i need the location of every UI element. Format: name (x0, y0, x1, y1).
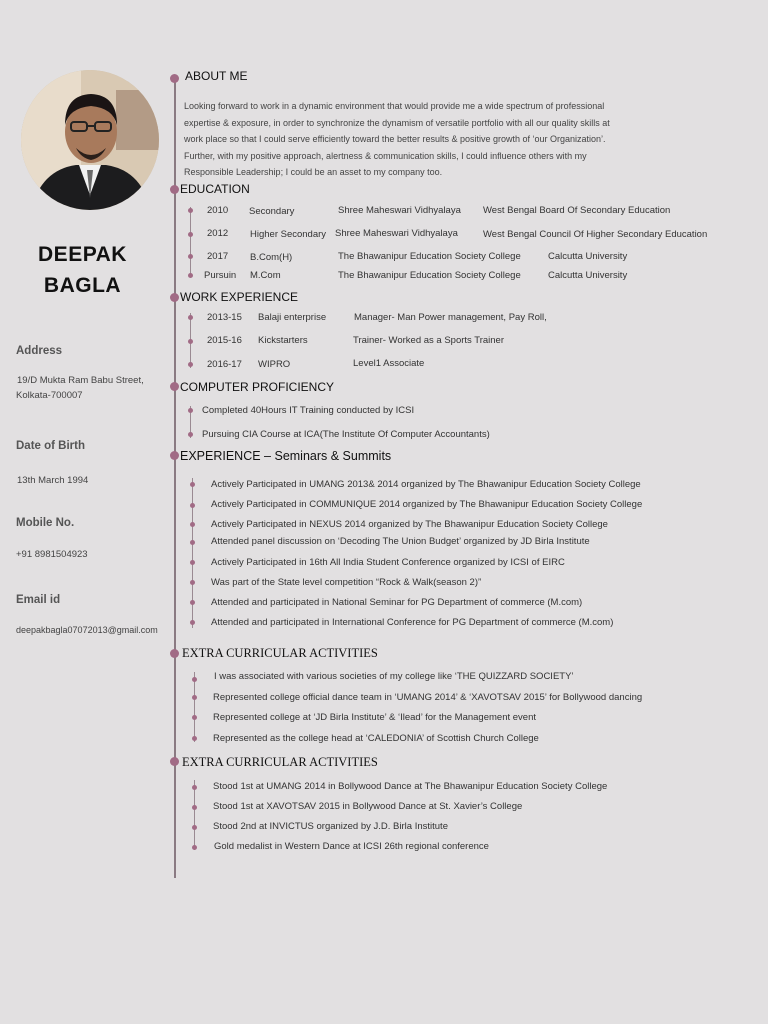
computer-item: Pursuing CIA Course at ICA(The Institute Of Computer Accountants) (202, 429, 490, 440)
extra2-bullet (192, 805, 197, 810)
seminar-bullet (190, 482, 195, 487)
edu-school: Shree Maheswari Vidhyalaya (338, 205, 461, 216)
edu-degree: M.Com (250, 270, 281, 281)
email-label: Email id (16, 594, 61, 606)
edu-school: The Bhawanipur Education Society College (338, 270, 521, 281)
edu-board: Calcutta University (548, 251, 628, 262)
extra2-subline (194, 780, 195, 850)
education-bullet (188, 254, 193, 259)
seminar-item: Actively Participated in UMANG 2013& 2014 organized by The Bhawanipur Education Society College (211, 479, 641, 490)
edu-board: West Bengal Board Of Secondary Education (483, 205, 671, 216)
name-first: DEEPAK (38, 243, 127, 266)
seminar-item: Actively Participated in NEXUS 2014 organized by The Bhawanipur Education Society College (211, 519, 608, 530)
work-bullet (188, 315, 193, 320)
work-year: 2013-15 (207, 312, 242, 323)
edu-year: Pursuin (204, 270, 237, 281)
edu-degree: B.Com(H) (250, 252, 293, 263)
extra1-item: Represented as the college head at ‘CALEDONIA’ of Scottish Church College (213, 733, 539, 744)
profile-photo-image (21, 70, 159, 210)
computer-bullet (188, 408, 193, 413)
education-bullet (188, 273, 193, 278)
seminars-title: EXPERIENCE – Seminars & Summits (180, 449, 392, 463)
seminar-item: Was part of the State level competition “Rock & Walk(season 2)” (211, 577, 482, 588)
work-year: 2015-16 (207, 335, 242, 346)
work-role: Trainer- Worked as a Sports Trainer (353, 335, 504, 346)
extra2-title: EXTRA CURRICULAR ACTIVITIES (182, 755, 378, 769)
extra1-bullet (192, 695, 197, 700)
mobile-value: +91 8981504923 (16, 549, 88, 560)
dob-value: 13th March 1994 (17, 475, 89, 486)
extra2-bullet (192, 845, 197, 850)
work-role: Level1 Associate (353, 358, 425, 369)
education-bullet (188, 208, 193, 213)
edu-board: West Bengal Council Of Higher Secondary Education (483, 229, 708, 240)
extra1-subline (194, 672, 195, 742)
extra1-bullet (192, 715, 197, 720)
edu-degree: Higher Secondary (250, 229, 327, 240)
email-value: deepakbagla07072013@gmail.com (16, 625, 158, 635)
address-line-1: 19/D Mukta Ram Babu Street, (17, 375, 144, 386)
work-role: Manager- Man Power management, Pay Roll, (354, 312, 547, 323)
profile-photo (21, 70, 159, 210)
dob-label: Date of Birth (16, 440, 85, 452)
seminar-item: Actively Participated in COMMUNIQUE 2014 organized by The Bhawanipur Education Society College (211, 499, 643, 510)
edu-degree: Secondary (249, 206, 295, 217)
edu-year: 2012 (207, 228, 229, 239)
extra1-item: Represented college official dance team in ‘UMANG 2014’ & ‘XAVOTSAV 2015’ for Bollywood dancing (213, 692, 643, 703)
work-title: WORK EXPERIENCE (180, 290, 299, 304)
seminar-bullet (190, 620, 195, 625)
about-line: Looking forward to work in a dynamic environment that would provide me a wide spectrum of professional (184, 101, 605, 111)
about-text (184, 98, 704, 181)
extra2-item: Stood 1st at XAVOTSAV 2015 in Bollywood Dance at St. Xavier’s College (213, 801, 523, 812)
computer-bullet (188, 432, 193, 437)
education-dot (170, 185, 179, 194)
seminar-bullet (190, 540, 195, 545)
edu-school: Shree Maheswari Vidhyalaya (335, 228, 458, 239)
work-company: Balaji enterprise (258, 312, 327, 323)
name-last: BAGLA (43, 274, 122, 297)
seminar-bullet (190, 560, 195, 565)
edu-year: 2010 (207, 205, 229, 216)
mobile-label: Mobile No. (16, 517, 75, 529)
seminar-item: Attended and participated in International Conference for PG Department of commerce (M.com) (211, 617, 614, 628)
about-title: ABOUT ME (185, 69, 248, 83)
extra1-item: Represented college at ‘JD Birla Institute’ & ‘Ilead’ for the Management event (213, 712, 536, 723)
edu-year: 2017 (207, 251, 229, 262)
extra2-dot (170, 757, 179, 766)
computer-item: Completed 40Hours IT Training conducted by ICSI (202, 405, 415, 416)
extra1-item: I was associated with various societies of my college like ‘THE QUIZZARD SOCIETY’ (214, 671, 574, 682)
extra2-bullet (192, 785, 197, 790)
seminar-item: Attended panel discussion on ‘Decoding The Union Budget’ organized by JD Birla Institute (211, 536, 590, 547)
education-bullet (188, 232, 193, 237)
extra2-item: Gold medalist in Western Dance at ICSI 26th regional conference (214, 841, 489, 852)
seminar-bullet (190, 580, 195, 585)
work-company: Kickstarters (258, 335, 308, 346)
extra1-bullet (192, 677, 197, 682)
work-bullet (188, 339, 193, 344)
address-label: Address (16, 345, 63, 357)
about-line: expertise & exposure, in order to synchronize the dynamism of versatile portfolio with all our quality skills at (184, 117, 610, 128)
seminars-dot (170, 451, 179, 460)
extra1-bullet (192, 736, 197, 741)
work-year: 2016-17 (207, 359, 242, 370)
edu-school: The Bhawanipur Education Society College (338, 251, 521, 262)
edu-board: Calcutta University (548, 270, 628, 281)
about-line: work place so that I could serve efficiently toward the better results & positive growth of ‘our Organization’. (184, 134, 606, 144)
seminar-bullet (190, 503, 195, 508)
education-title: EDUCATION (180, 182, 250, 196)
about-line: Responsible Leadership; I could be an asset to my company too. (184, 167, 443, 177)
extra1-dot (170, 649, 179, 658)
work-dot (170, 293, 179, 302)
seminars-subline (192, 478, 193, 628)
sidebar (0, 0, 165, 1024)
about-line: Further, with my positive approach, alertness & communication skills, I could influence others with my (184, 150, 587, 161)
seminar-item: Attended and participated in National Seminar for PG Department of commerce (M.com) (211, 597, 583, 608)
computer-title: COMPUTER PROFICIENCY (180, 380, 335, 394)
seminar-item: Actively Participated in 16th All India Student Conference organized by ICSI of EIRC (211, 557, 565, 568)
extra2-item: Stood 1st at UMANG 2014 in Bollywood Dance at The Bhawanipur Education Society College (213, 781, 608, 792)
extra2-bullet (192, 825, 197, 830)
computer-dot (170, 382, 179, 391)
seminar-bullet (190, 522, 195, 527)
education-subline (190, 207, 191, 277)
address-line-2: Kolkata-700007 (16, 390, 83, 401)
work-company: WIPRO (258, 359, 291, 370)
extra1-title: EXTRA CURRICULAR ACTIVITIES (182, 646, 378, 660)
seminar-bullet (190, 600, 195, 605)
work-bullet (188, 362, 193, 367)
extra2-item: Stood 2nd at INVICTUS organized by J.D. Birla Institute (213, 821, 448, 832)
about-dot (170, 74, 179, 83)
